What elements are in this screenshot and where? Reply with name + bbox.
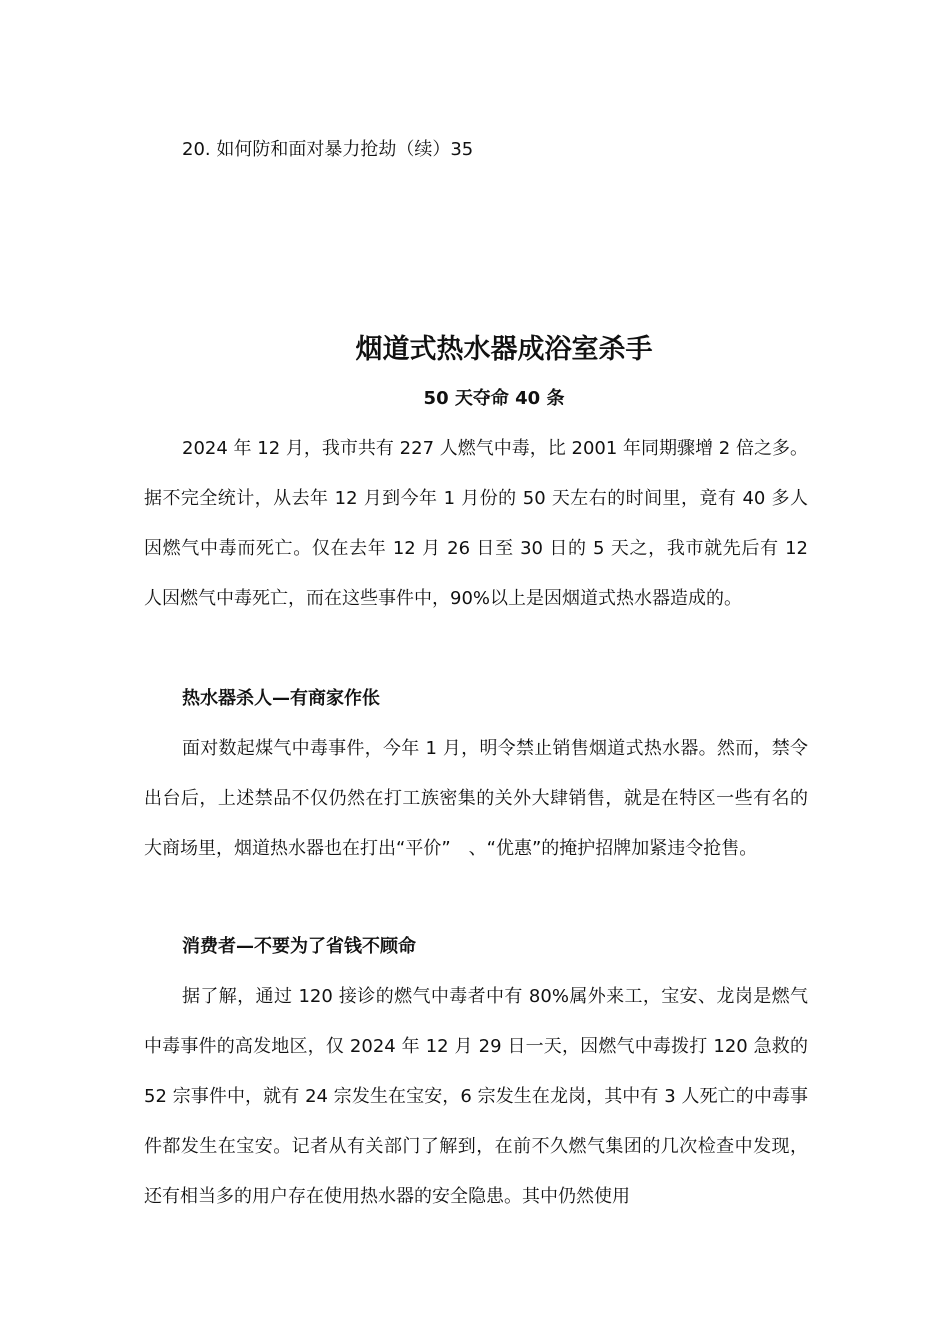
- section-heading-consumers: 消费者—不要为了省钱不顾命: [182, 936, 416, 957]
- paragraph-intro: 2024 年 12 月，我市共有 227 人燃气中毒，比 2001 年同期骤增 2 倍之多。据不完全统计，从去年 12 月到今年 1 月份的 50 天左右的时间里，竟有 40 多人因燃气中毒而死亡。仅在去年 12 月 26 日至 30 日的 5 天之，我市就先后有 12 人因燃气中毒死亡，而在这些事件中，90%以上是因烟道式热水器造成的。: [144, 438, 808, 609]
- paragraph-sellers: 面对数起煤气中毒事件，今年 1 月，明令禁止销售烟道式热水器。然而，禁令出台后，上述禁品不仅仍然在打工族密集的关外大肆销售，就是在特区一些有名的大商场里，烟道热水器也在打出“平价” 、“优惠”的掩护招牌加紧违令抢售。: [144, 738, 808, 859]
- article-subtitle: 50 天夺命 40 条: [423, 388, 565, 409]
- toc-entry: 20. 如何防和面对暴力抢劫（续）35: [182, 139, 474, 160]
- paragraph-consumers: 据了解，通过 120 接诊的燃气中毒者中有 80%属外来工，宝安、龙岗是燃气中毒事件的高发地区，仅 2024 年 12 月 29 日一天，因燃气中毒拨打 120 急救的 52 宗事件中，就有 24 宗发生在宝安，6 宗发生在龙岗，其中有 3 人死亡的中毒事件都发生在宝安。记者从有关部门了解到，在前不久燃气集团的几次检查中发现，还有相当多的用户存在使用热水器的安全隐患。其中仍然使用: [144, 986, 808, 1207]
- section-heading-sellers: 热水器杀人—有商家作伥: [182, 688, 380, 709]
- article-title: 烟道式热水器成浴室杀手: [355, 334, 653, 365]
